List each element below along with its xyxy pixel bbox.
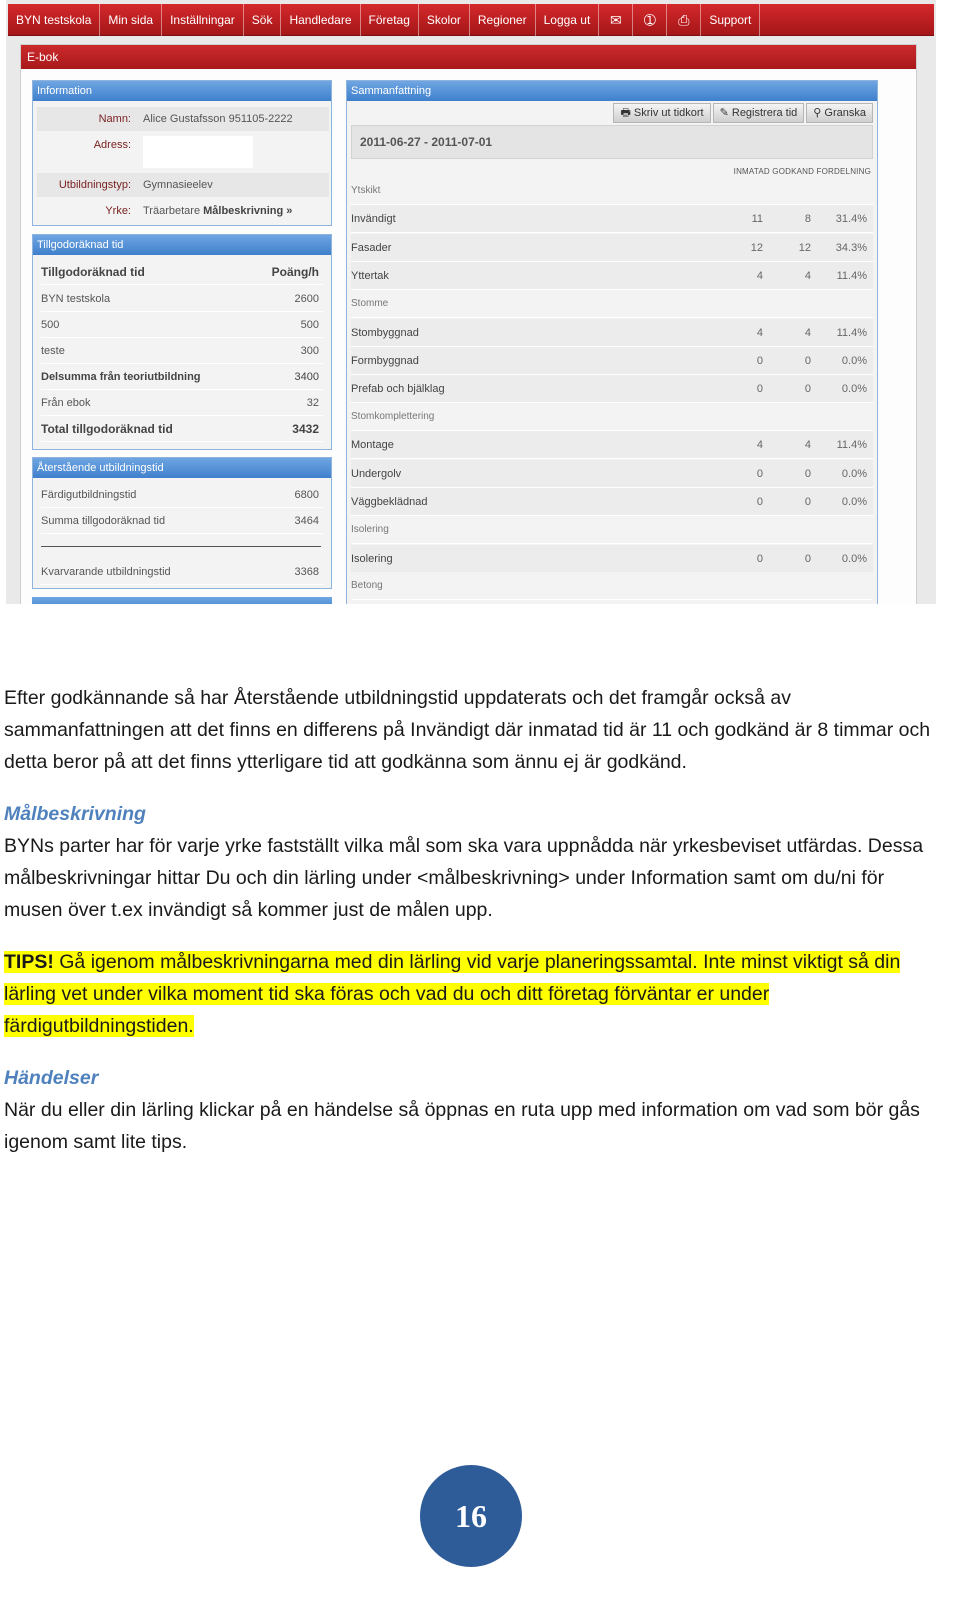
- nav-item-logga-ut[interactable]: Logga ut: [536, 4, 600, 36]
- distribution-percent: 0.0%: [841, 383, 867, 395]
- table-row[interactable]: [351, 460, 873, 488]
- review-label: Granska: [824, 107, 866, 119]
- list-item-label: Summa tillgodoräknad tid: [41, 515, 166, 527]
- table-row[interactable]: [351, 319, 873, 347]
- list-item-value: 32: [306, 397, 319, 409]
- nav-item-handledare[interactable]: Handledare: [281, 4, 360, 36]
- list-item-label: Färdigutbildningstid: [41, 489, 137, 501]
- row-label: Betong: [351, 580, 383, 591]
- page-number: 16: [420, 1465, 522, 1567]
- points-col-label: Poäng/h: [271, 265, 319, 279]
- credited-time-columns: [41, 259, 323, 285]
- summary-group-row: [351, 403, 873, 431]
- list-item-value: 2600: [294, 293, 319, 305]
- approved-hours: 0: [804, 383, 811, 395]
- heading-events: Händelser: [4, 1067, 99, 1089]
- distribution-percent: 11.4%: [836, 327, 867, 339]
- entered-hours: 4: [756, 439, 763, 451]
- entered-hours: 0: [756, 496, 763, 508]
- approved-hours: 0: [804, 553, 811, 565]
- ebok-page: [20, 44, 917, 604]
- list-item: [41, 559, 323, 585]
- list-item: [41, 482, 323, 508]
- credited-time-panel: [32, 234, 332, 450]
- nav-item-min-sida[interactable]: Min sida: [100, 4, 162, 36]
- credited-time-col-label: Tillgodoräknad tid: [41, 265, 145, 279]
- row-label: Väggbeklädnad: [351, 496, 428, 508]
- nav-item-regioner[interactable]: Regioner: [470, 4, 536, 36]
- ebok-title: E-bok: [21, 45, 916, 69]
- tips-highlight: [4, 951, 900, 1037]
- name-row: [37, 107, 329, 131]
- distribution-percent: 34.3%: [835, 242, 867, 254]
- entered-hours: 0: [756, 355, 763, 367]
- print-icon[interactable]: ⎙: [667, 4, 701, 36]
- entered-hours: 4: [756, 270, 763, 282]
- approved-hours: 4: [804, 439, 811, 451]
- job-name: Träarbetare: [143, 205, 201, 217]
- approved-hours: 0: [804, 496, 811, 508]
- remaining-time-header: Återstående utbildningstid: [33, 458, 331, 478]
- distribution-percent: 0.0%: [841, 355, 867, 367]
- tips-label: TIPS!: [4, 951, 54, 973]
- row-label: Fasader: [351, 242, 392, 254]
- top-navigation: [8, 4, 934, 36]
- review-button[interactable]: ⚲ Granska: [806, 103, 873, 123]
- document-body: [4, 682, 940, 1158]
- information-header: Information: [33, 81, 331, 101]
- row-label: Ytskikt: [351, 185, 381, 196]
- list-item-label: teste: [41, 345, 65, 357]
- summary-toolbar: [613, 103, 873, 123]
- remaining-time-panel: [32, 457, 332, 589]
- tips-paragraph: [4, 946, 940, 1042]
- distribution-percent: 0.0%: [841, 553, 867, 565]
- job-row: [37, 199, 329, 223]
- address-label: Adress:: [93, 139, 131, 151]
- distribution-percent: 31.4%: [835, 213, 867, 225]
- entered-hours: 0: [756, 468, 763, 480]
- list-item: [41, 390, 323, 416]
- next-panel-header-edge: [32, 597, 332, 604]
- entered-hours: 11: [751, 213, 763, 225]
- row-label: Formbyggnad: [351, 355, 419, 367]
- distribution-percent: 11.4%: [836, 439, 867, 451]
- nav-item-installningar[interactable]: Inställningar: [162, 4, 244, 36]
- register-time-button[interactable]: ✎ Registrera tid: [713, 103, 805, 123]
- list-item-label: 500: [41, 319, 60, 331]
- list-item: [41, 508, 323, 534]
- summary-group-row: [351, 516, 873, 544]
- summary-header: Sammanfattning: [347, 81, 877, 101]
- nav-item-byn-testskola[interactable]: BYN testskola: [8, 4, 100, 36]
- table-row[interactable]: [351, 488, 873, 516]
- table-row[interactable]: [351, 545, 873, 573]
- summary-column-headers: INMATAD GODKAND FORDELNING: [733, 167, 871, 176]
- row-label: Isolering: [351, 524, 389, 535]
- summary-panel: [346, 80, 878, 604]
- row-label: Undergolv: [351, 468, 402, 480]
- tips-text: Gå igenom målbeskrivningarna med din lärling vid varje planeringssamtal. Inte minst viktigt så din lärling vet under vilka moment tid ska föras och vad du och ditt företag förväntar er under färdigutbildningstiden.: [4, 951, 901, 1037]
- list-item: [41, 286, 323, 312]
- entered-hours: 4: [756, 327, 763, 339]
- goal-description-link[interactable]: Målbeskrivning »: [203, 205, 293, 217]
- approved-hours: 0: [804, 468, 811, 480]
- job-label: Yrke:: [105, 205, 131, 217]
- list-item-value: 3400: [294, 371, 319, 383]
- distribution-percent: 0.0%: [841, 496, 867, 508]
- list-item-value: 6800: [294, 489, 319, 501]
- education-type-value: Gymnasieelev: [143, 179, 213, 191]
- summary-group-row: [351, 177, 873, 205]
- list-item-label: BYN testskola: [41, 293, 111, 305]
- address-value: [143, 136, 253, 168]
- entered-hours: 0: [756, 383, 763, 395]
- address-row: [37, 133, 329, 171]
- register-time-label: Registrera tid: [731, 107, 798, 119]
- approved-hours: 12: [798, 242, 811, 254]
- list-item-value: 3464: [294, 515, 319, 527]
- entered-hours: 0: [756, 553, 763, 565]
- summary-group-row: [351, 572, 873, 600]
- list-item-value: 3432: [292, 422, 319, 436]
- education-type-row: [37, 173, 329, 197]
- approved-hours: 4: [804, 270, 811, 282]
- nav-item-support[interactable]: Support: [701, 4, 760, 36]
- list-item-value: 3368: [294, 566, 319, 578]
- divider: [41, 546, 321, 547]
- table-row[interactable]: [351, 347, 873, 375]
- approved-hours: 4: [804, 327, 811, 339]
- summary-group-row: [351, 290, 873, 318]
- row-label: Stomkomplettering: [351, 411, 435, 422]
- print-timecard-button[interactable]: 🖶 Skriv ut tidkort: [613, 103, 710, 123]
- education-type-label: Utbildningstyp:: [58, 179, 131, 191]
- table-row[interactable]: [351, 375, 873, 403]
- embedded-screenshot: [6, 0, 936, 604]
- list-item-label: Delsumma från teoriutbildning: [41, 371, 201, 383]
- entered-hours: 12: [750, 242, 763, 254]
- nav-item-foretag[interactable]: Företag: [361, 4, 419, 36]
- paragraph-events: När du eller din lärling klickar på en händelse så öppnas en ruta upp med information om vad som bör gås igenom samt lite tips.: [4, 1099, 920, 1153]
- nav-item-skolor[interactable]: Skolor: [419, 4, 470, 36]
- heading-goal-description: Målbeskrivning: [4, 803, 146, 825]
- date-range: 2011-06-27 - 2011-07-01: [351, 125, 873, 159]
- list-item-value: 500: [300, 319, 319, 331]
- distribution-percent: 11.4%: [836, 270, 867, 282]
- name-label: Namn:: [98, 113, 131, 125]
- row-label: Stombyggnad: [351, 327, 419, 339]
- print-timecard-label: Skriv ut tidkort: [633, 107, 704, 119]
- list-item: [41, 312, 323, 338]
- list-item-label: Total tillgodoräknad tid: [41, 422, 173, 436]
- row-label: Invändigt: [351, 213, 396, 225]
- credited-time-header: Tillgodoräknad tid: [33, 235, 331, 255]
- approved-hours: 0: [804, 355, 811, 367]
- table-row[interactable]: [351, 262, 873, 290]
- table-row[interactable]: [351, 234, 873, 262]
- paragraph-approval: Efter godkännande så har Återstående utbildningstid uppdaterats och det framgår också av sammanfattningen att det finns en differens på Invändigt där inmatad tid är 11 och godkänd är 8 timmar och detta beror på att det finns ytterligare tid att godkänna som ännu ej är godkänd.: [4, 687, 931, 773]
- row-label: Isolering: [351, 553, 393, 565]
- row-label: Yttertak: [351, 270, 389, 282]
- approved-hours: 8: [804, 213, 811, 225]
- nav-item-sok[interactable]: Sök: [244, 4, 282, 36]
- list-item-label: Kvarvarande utbildningstid: [41, 566, 171, 578]
- row-label: Stomme: [351, 298, 389, 309]
- distribution-percent: 0.0%: [841, 468, 867, 480]
- table-row[interactable]: [351, 205, 873, 233]
- information-panel: [32, 80, 332, 226]
- table-row[interactable]: [351, 431, 873, 459]
- mail-icon[interactable]: ✉: [599, 4, 633, 36]
- row-label: Prefab och bjälklag: [351, 383, 445, 395]
- list-item: [41, 364, 323, 390]
- name-value: Alice Gustafsson 951105-2222: [143, 113, 293, 125]
- paragraph-goal-description: BYNs parter har för varje yrke fastställt vilka mål som ska vara uppnådda när yrkesbeviset utfärdas. Dessa målbeskrivningar hittar Du och din lärling under <målbeskrivning> under Information samt om du/ni för musen över t.ex invändigt så kommer just de målen upp.: [4, 835, 924, 921]
- job-value: [143, 199, 292, 223]
- list-item-label: Från ebok: [41, 397, 91, 409]
- row-label: Montage: [351, 439, 394, 451]
- list-item: [41, 338, 323, 364]
- help-icon[interactable]: ➀: [633, 4, 667, 36]
- list-item: [41, 416, 323, 442]
- list-item-value: 300: [300, 345, 319, 357]
